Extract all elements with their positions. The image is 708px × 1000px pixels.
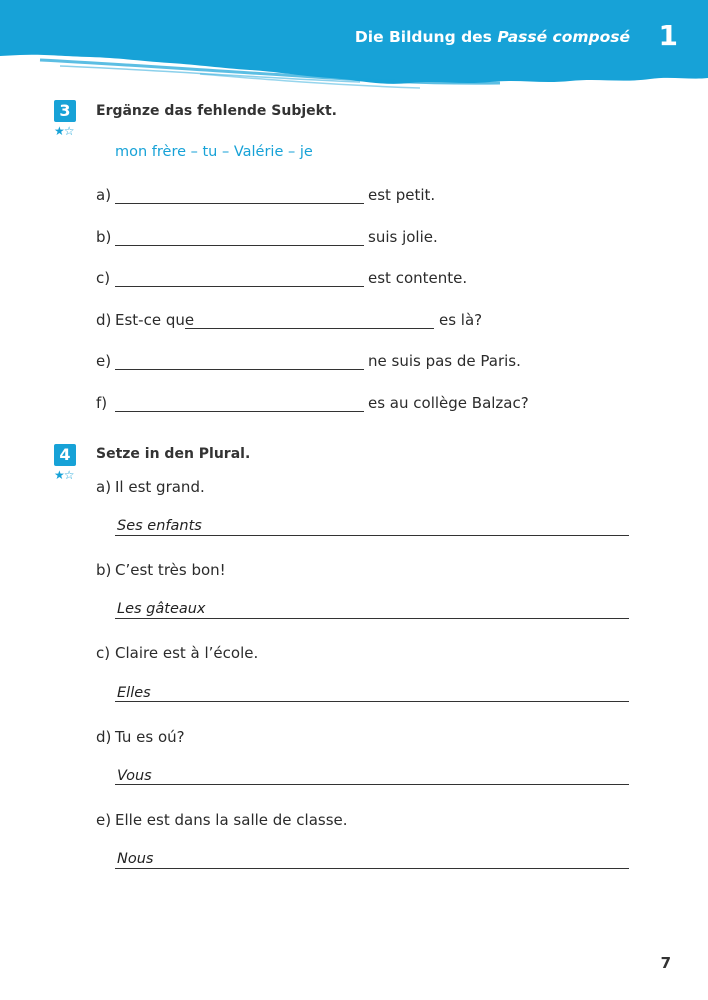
answer-line[interactable]: [115, 784, 629, 785]
exercise-4-prompt-b: [96, 561, 226, 579]
prompt-text: Claire est à l’école.: [115, 644, 259, 662]
item-text: suis jolie.: [368, 228, 438, 246]
handwritten-answer: Vous: [117, 768, 152, 784]
fill-in-blank[interactable]: [115, 286, 364, 287]
handwritten-answer: Les gâteaux: [117, 601, 206, 617]
exercise-4-prompt-d: [96, 728, 185, 746]
handwritten-answer: Elles: [117, 685, 151, 701]
brush-stroke-banner: [0, 0, 708, 92]
item-label: b): [96, 228, 112, 246]
answer-line[interactable]: [115, 618, 629, 619]
handwritten-answer: Nous: [117, 851, 154, 867]
item-text: est petit.: [368, 186, 436, 204]
handwritten-answer: Ses enfants: [117, 518, 202, 534]
item-label: d): [96, 728, 112, 746]
item-text: est contente.: [368, 269, 468, 287]
exercise-4-instruction: Setze in den Plural.: [96, 446, 251, 462]
answer-line[interactable]: [115, 701, 629, 702]
item-label: f): [96, 394, 108, 412]
prompt-text: Il est grand.: [115, 478, 205, 496]
answer-line[interactable]: [115, 868, 629, 869]
exercise-3-number-badge: 3: [54, 100, 76, 122]
item-text: ne suis pas de Paris.: [368, 352, 521, 370]
page-number: 7: [660, 954, 671, 972]
prompt-text: C’est très bon!: [115, 561, 226, 579]
fill-in-blank[interactable]: [115, 245, 364, 246]
prompt-text: Elle est dans la salle de classe.: [115, 811, 348, 829]
exercise-4-prompt-c: [96, 644, 258, 662]
fill-in-blank[interactable]: [115, 369, 364, 370]
exercise-4-number-badge: 4: [54, 444, 76, 466]
page-title: Die Bildung des Passé composé: [354, 28, 630, 46]
header-banner: [0, 0, 708, 92]
item-text: es là?: [439, 311, 483, 329]
exercise-3-instruction: Ergänze das fehlende Subjekt.: [96, 103, 337, 119]
exercise-4-prompt-e: [96, 811, 348, 829]
item-label: e): [96, 352, 112, 370]
item-label: c): [96, 269, 111, 287]
item-prefix-text: Est-ce que: [115, 311, 195, 329]
chapter-number: 1: [658, 19, 678, 52]
item-label: b): [96, 561, 112, 579]
item-label: c): [96, 644, 111, 662]
item-label: d): [96, 311, 112, 329]
fill-in-blank[interactable]: [185, 328, 434, 329]
fill-in-blank[interactable]: [115, 411, 364, 412]
item-label: a): [96, 478, 112, 496]
word-bank: mon frère – tu – Valérie – je: [115, 144, 313, 160]
difficulty-stars-icon: ★☆: [54, 124, 74, 138]
item-label: a): [96, 186, 112, 204]
prompt-text: Tu es oú?: [115, 728, 185, 746]
exercise-4-prompt-a: [96, 478, 205, 496]
item-text: es au collège Balzac?: [368, 394, 529, 412]
fill-in-blank[interactable]: [115, 203, 364, 204]
item-label: e): [96, 811, 112, 829]
difficulty-stars-icon: ★☆: [54, 468, 74, 482]
answer-line[interactable]: [115, 535, 629, 536]
